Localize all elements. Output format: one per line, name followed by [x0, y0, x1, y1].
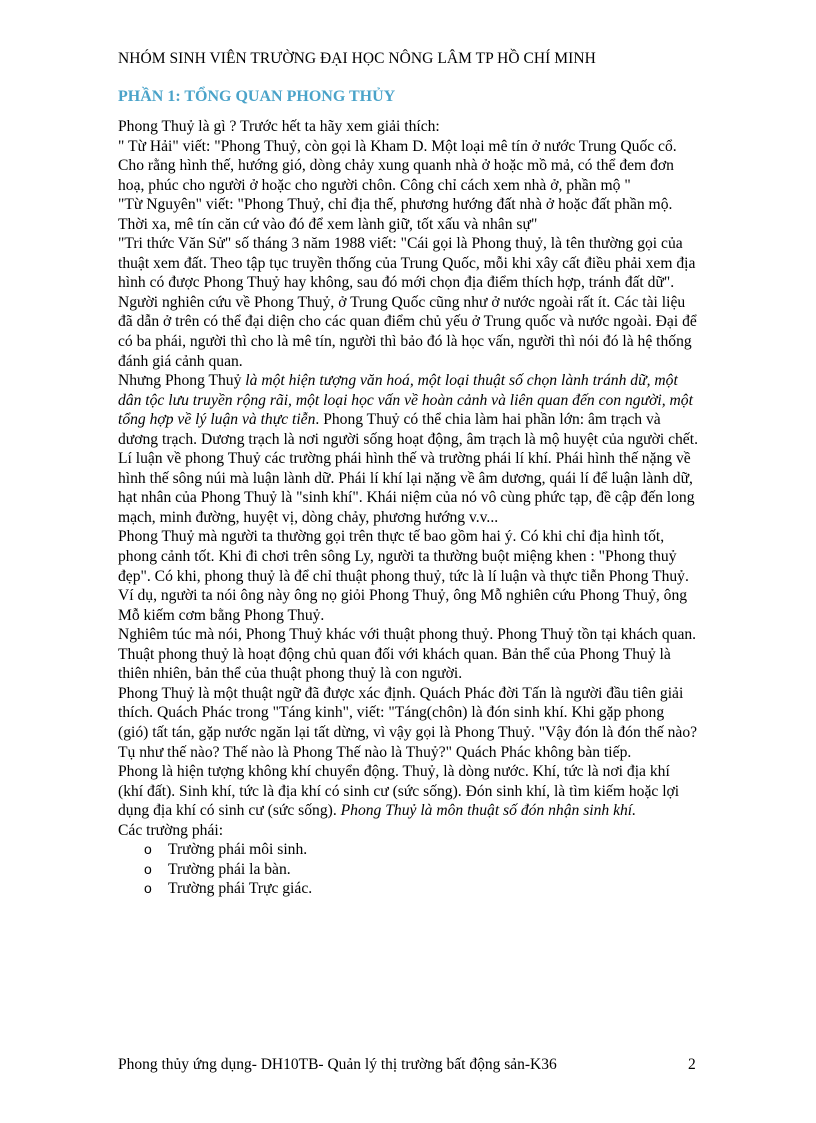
definition-lead: Nhưng Phong Thuỷ — [118, 372, 246, 390]
paragraph-quach-phac: Phong Thuỷ là một thuật ngữ đã được xác định. Quách Phác đời Tấn là người đầu tiên giải thích. Quách Phác trong "Táng kinh", viết: "Táng(chôn) là đón sinh khí. Khi gặp phong (gió) tất tán, gặp nước ngăn lại tất dừng, vì vậy gọi là Phong Thuỷ. "Vậy đón là đón thế nào? Tụ như thế nào? Thế nào là Phong Thế nào là Thuỷ?" Quách Phác không bàn tiếp. — [118, 684, 698, 761]
bullet-icon: o — [144, 860, 152, 877]
page-number: 2 — [688, 1056, 696, 1073]
paragraph-sinh-khi — [118, 762, 698, 821]
body-text — [118, 117, 698, 899]
bullet-icon: o — [144, 880, 152, 897]
paragraph-schools-label: Các trường phái: — [118, 821, 224, 839]
list-item-text: Trường phái Trực giác. — [168, 880, 313, 898]
paragraph-two-meanings: Phong Thuỷ mà người ta thường gọi trên thực tế bao gồm hai ý. Có khi chỉ địa hình tốt, phong cảnh tốt. Khi đi chơi trên sông Ly, người ta thường buột miệng khen : "Phong thuỷ đẹp". Có khi, phong thuỷ là để chỉ thuật phong thuỷ, tức là lí luận và thực tiễn Phong Thuỷ. Ví dụ, người ta nói ông này ông nọ giỏi Phong Thuỷ, ông Mỗ nghiên cứu Phong Thuỷ, ông Mỗ kiếm cơm bằng Phong Thuỷ. — [118, 528, 689, 624]
paragraph-tu-hai: " Từ Hải" viết: "Phong Thuỷ, còn gọi là Kham D. Một loại mê tín ở nước Trung Quốc cổ. Cho rằng hình thế, hướng gió, dòng chảy xung quanh nhà ở hoặc mồ mả, có thể đem đơn hoạ, phúc cho người ở hoặc cho người chôn. Công chỉ cách xem nhà ở, phần mộ " — [118, 137, 677, 194]
paragraph-researchers: Người nghiên cứu về Phong Thuỷ, ở Trung Quốc cũng như ở nước ngoài rất ít. Các tài liệu đã dẫn ở trên có thể đại diện cho các quan điểm chủ yếu ở Trung quốc và nước ngoài. Đại để có ba phái, người thì cho là mê tín, người thì bảo đó là học vấn, người thì nói đó là hệ thống đánh giá cảnh quan. — [118, 293, 697, 370]
paragraph-distinction: Nghiêm túc mà nói, Phong Thuỷ khác với thuật phong thuỷ. Phong Thuỷ tồn tại khách quan. Thuật phong thuỷ là hoạt động chủ quan đối với khách quan. Bản thể của Phong Thuỷ là thiên nhiên, bản thể của thuật phong thuỷ là con người. — [118, 626, 697, 683]
list-item-text: Trường phái la bàn. — [168, 860, 291, 878]
section-heading: PHẦN 1: TỔNG QUAN PHONG THỦY — [118, 88, 396, 105]
definition-rest: . Phong Thuỷ có thể chia làm hai phần lớn: âm trạch và dương trạch. Dương trạch là nơi người sống hoạt động, âm trạch là mộ huyệt của người chết. Lí luận về phong Thuỷ các trường phái hình thế và trường phái lí khí. Phái hình thế nặng về hình thế sông núi mà luận lành dữ. Phái lí khí lại nặng về âm dương, quái lí để luận lành dữ, hạt nhân của Phong Thuỷ là "sinh khí". Khái niệm của nó vô cùng phức tạp, đề cập đến long mạch, minh đường, huyệt vị, dòng chảy, phương hướng v.v... — [118, 411, 698, 526]
page-footer: Phong thủy ứng dụng- DH10TB- Quản lý thị trường bất động sản-K36 — [118, 1056, 557, 1073]
list-item — [118, 840, 698, 860]
paragraph-tu-nguyen: "Từ Nguyên" viết: "Phong Thuỷ, chỉ địa thế, phương hướng đất nhà ở hoặc đất phần mộ. Thời xa, mê tín căn cứ vào đó để xem lành giữ, tốt xấu và nhân sự" — [118, 196, 673, 233]
paragraph-tri-thuc-van-su: "Tri thức Văn Sử" số tháng 3 năm 1988 viết: "Cái gọi là Phong thuỷ, là tên thường gọi của thuật xem đất. Theo tập tục truyền thống của Trung Quốc, mỗi khi xây cất điều phải xem địa hình có được Phong Thuỷ hay không, sau đó mới chọn địa điểm thích hợp, tránh đất dữ". — [118, 235, 696, 292]
bullet-icon: o — [144, 841, 152, 858]
schools-list — [118, 840, 698, 899]
paragraph-definition — [118, 371, 698, 527]
page-header: NHÓM SINH VIÊN TRƯỜNG ĐẠI HỌC NÔNG LÂM TP HỒ CHÍ MINH — [118, 50, 596, 67]
paragraph-intro: Phong Thuỷ là gì ? Trước hết ta hãy xem giải thích: — [118, 118, 440, 135]
sinh-khi-lead: Phong là hiện tượng không khí chuyển động. Thuỷ, là dòng nước. Khí, tức là nơi địa khí (khí đất). Sinh khí, tức là địa khí có sinh cư (sức sống). Đón sinh khí, là tìm kiếm hoặc lợi dụng địa khí có sinh cư (sức sống). — [118, 763, 680, 820]
list-item — [118, 860, 698, 880]
list-item-text: Trường phái môi sinh. — [168, 841, 308, 859]
sinh-khi-italic: Phong Thuỷ là môn thuật số đón nhận sinh khí. — [340, 802, 637, 820]
list-item — [118, 879, 698, 899]
definition-italic: là một hiện tượng văn hoá, một loại thuật số chọn lành tránh dữ, một dân tộc lưu truyền rộng rãi, một loại học vấn về hoàn cảnh và liên quan đến con người, một tổng hợp về lý luận và thực tiễn — [118, 372, 693, 429]
